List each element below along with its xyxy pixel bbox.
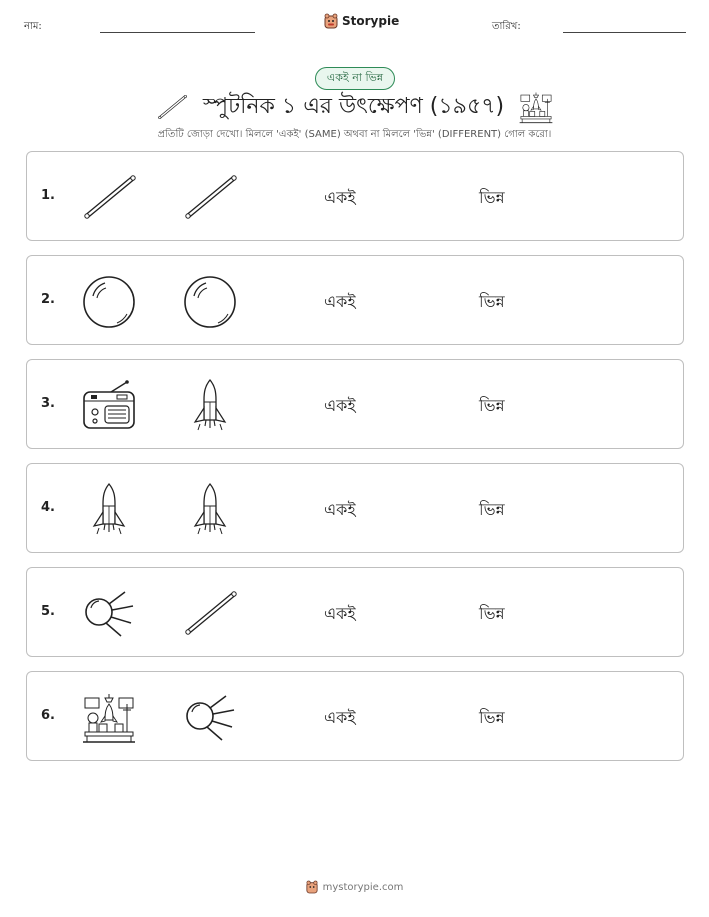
option-different[interactable]: ভিন্ন xyxy=(479,188,505,207)
option-same[interactable]: একই xyxy=(324,188,356,207)
question-number: 1. xyxy=(41,188,55,203)
antenna-rod-icon xyxy=(182,170,238,224)
rocket-icon xyxy=(81,482,137,536)
question-number: 6. xyxy=(41,708,55,723)
option-same[interactable]: একই xyxy=(324,292,356,311)
option-same[interactable]: একই xyxy=(324,396,356,415)
question-row-5 xyxy=(26,567,684,657)
option-different[interactable]: ভিন্ন xyxy=(479,500,505,519)
question-row-2 xyxy=(26,255,684,345)
storypie-mascot-icon xyxy=(324,13,338,29)
option-different[interactable]: ভিন্ন xyxy=(479,292,505,311)
footer-url[interactable]: mystorypie.com xyxy=(322,881,404,893)
instructions: প্রতিটি জোড়া দেখো। মিললে 'একই' (SAME) অথবা না মিললে 'ভিন্ন' (DIFFERENT) গোল করো। xyxy=(157,129,552,140)
title-row xyxy=(0,90,709,124)
question-number: 5. xyxy=(41,604,55,619)
brand-name: Storypie xyxy=(342,14,400,28)
space-lab-scene-icon xyxy=(81,690,137,744)
brand-logo xyxy=(324,13,399,29)
space-lab-scene-icon xyxy=(518,90,554,124)
option-same[interactable]: একই xyxy=(324,500,356,519)
question-number: 2. xyxy=(41,292,55,307)
name-label: নাম: xyxy=(24,21,42,32)
sputnik-satellite-icon xyxy=(182,690,238,744)
option-different[interactable]: ভিন্ন xyxy=(479,604,505,623)
question-row-3 xyxy=(26,359,684,449)
rocket-icon xyxy=(182,482,238,536)
option-same[interactable]: একই xyxy=(324,708,356,727)
page-title: স্পুটনিক ১ এর উৎক্ষেপণ (১৯৫৭) xyxy=(202,93,505,119)
question-number: 4. xyxy=(41,500,55,515)
antenna-rod-icon xyxy=(81,170,137,224)
question-row-1 xyxy=(26,151,684,241)
sphere-icon xyxy=(182,274,238,328)
sphere-icon xyxy=(81,274,137,328)
worksheet-header xyxy=(0,0,709,50)
name-line[interactable] xyxy=(100,32,255,33)
radio-icon xyxy=(81,378,137,432)
option-same[interactable]: একই xyxy=(324,604,356,623)
footer xyxy=(0,880,709,894)
date-line[interactable] xyxy=(563,32,686,33)
date-label: তারিখ: xyxy=(492,21,521,32)
question-row-4 xyxy=(26,463,684,553)
worksheet-type-badge: একই না ভিন্ন xyxy=(315,67,395,90)
antenna-rod-icon xyxy=(182,586,238,640)
option-different[interactable]: ভিন্ন xyxy=(479,396,505,415)
rocket-icon xyxy=(182,378,238,432)
question-number: 3. xyxy=(41,396,55,411)
question-row-6 xyxy=(26,671,684,761)
option-different[interactable]: ভিন্ন xyxy=(479,708,505,727)
sputnik-satellite-icon xyxy=(81,586,137,640)
storypie-mascot-icon xyxy=(306,880,318,894)
antenna-rod-icon xyxy=(155,92,189,122)
